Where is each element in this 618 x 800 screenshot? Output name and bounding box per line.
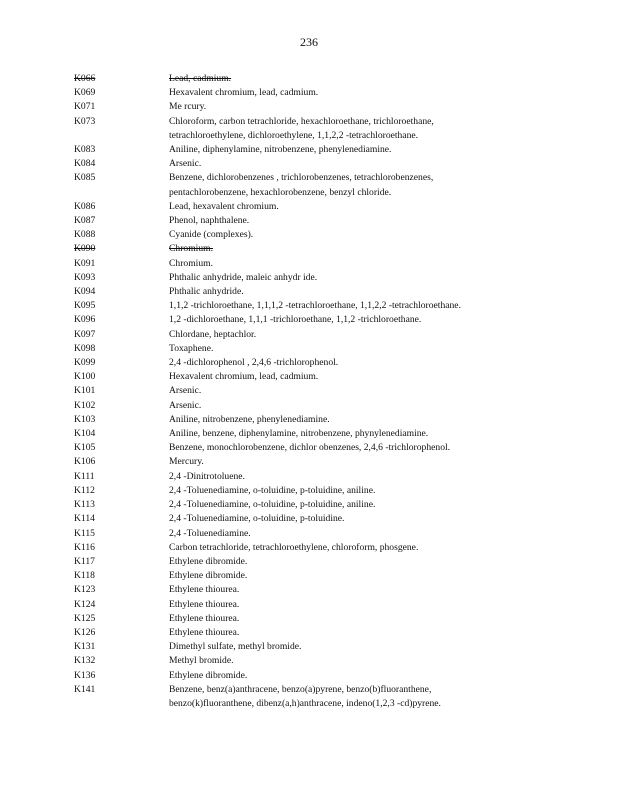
hazardous-constituents: [169, 299, 534, 313]
hazardous-constituents: [169, 612, 534, 626]
waste-code: K105: [74, 442, 96, 454]
hazardous-constituents: [169, 228, 534, 242]
table-row: [74, 470, 534, 484]
constituent-line: Carbon tetrachloride, tetrachloroethylene, chloroform, phosgene.: [169, 541, 419, 553]
table-row: [74, 242, 534, 256]
waste-code: K141: [74, 683, 96, 695]
table-row: [74, 654, 534, 668]
table-row: [74, 72, 534, 86]
hazardous-constituents: [169, 555, 534, 569]
hazardous-constituents: [169, 328, 534, 342]
constituent-line: Chromium.: [169, 257, 213, 269]
waste-code: K091: [74, 257, 96, 269]
table-row: [74, 86, 534, 100]
constituent-line: Hexavalent chromium, lead, cadmium.: [169, 371, 319, 383]
hazardous-constituents: [169, 72, 534, 86]
waste-code: K085: [74, 172, 96, 184]
constituent-line: benzo(k)fluoranthene, dibenz(a,h)anthracene, indeno(1,2,3 -cd)pyrene.: [169, 697, 441, 709]
waste-code: K073: [74, 115, 96, 127]
constituent-line: 2,4 -Toluenediamine, o-toluidine, p-toluidine, aniline.: [169, 484, 376, 496]
constituent-line: Lead, cadmium.: [169, 73, 232, 84]
constituent-line: Benzene, dichlorobenzenes , trichlorobenzenes, tetrachlorobenzenes,: [169, 172, 434, 184]
hazardous-constituents: [169, 214, 534, 228]
table-row: [74, 143, 534, 157]
hazardous-constituents: [169, 384, 534, 398]
table-row: [74, 356, 534, 370]
waste-code: K094: [74, 286, 96, 298]
waste-code: K066: [74, 73, 96, 84]
constituent-line: Ethylene thiourea.: [169, 584, 240, 596]
hazardous-constituents: [169, 640, 534, 654]
hazardous-constituents: [169, 669, 534, 683]
waste-code: K097: [74, 328, 96, 340]
waste-code: K086: [74, 200, 96, 212]
table-row: [74, 313, 534, 327]
table-row: [74, 484, 534, 498]
table-row: [74, 527, 534, 541]
table-row: [74, 328, 534, 342]
constituent-line: Aniline, nitrobenzene, phenylenediamine.: [169, 413, 330, 425]
table-row: [74, 583, 534, 597]
table-row: [74, 384, 534, 398]
table-row: [74, 569, 534, 583]
waste-code: K090: [74, 243, 96, 255]
constituent-line: 2,4 -dichlorophenol , 2,4,6 -trichlorophenol.: [169, 357, 339, 369]
table-row: [74, 498, 534, 512]
constituent-line: Benzene, benz(a)anthracene, benzo(a)pyrene, benzo(b)fluoranthene,: [169, 683, 432, 695]
hazardous-constituents: [169, 342, 534, 356]
hazardous-constituents: [169, 100, 534, 114]
constituent-line: Methyl bromide.: [169, 655, 234, 667]
hazardous-constituents: [169, 242, 534, 256]
waste-code: K112: [74, 484, 95, 496]
hazardous-constituents: [169, 171, 534, 199]
constituent-line: Benzene, monochlorobenzene, dichlor obenzenes, 2,4,6 -trichlorophenol.: [169, 442, 451, 454]
hazardous-constituents: [169, 455, 534, 469]
waste-code: K115: [74, 527, 95, 539]
waste-code: K096: [74, 314, 96, 326]
table-row: [74, 228, 534, 242]
table-row: [74, 541, 534, 555]
hazardous-constituents: [169, 271, 534, 285]
constituent-line: Chlordane, heptachlor.: [169, 328, 257, 340]
constituent-line: Ethylene thiourea.: [169, 626, 240, 638]
waste-code: K100: [74, 371, 96, 383]
table-row: [74, 669, 534, 683]
hazardous-constituents: [169, 356, 534, 370]
constituent-line: Aniline, diphenylamine, nitrobenzene, phenylenediamine.: [169, 144, 392, 156]
table-row: [74, 100, 534, 114]
waste-code: K101: [74, 385, 96, 397]
table-row: [74, 683, 534, 711]
constituent-line: Toxaphene.: [169, 342, 214, 354]
constituent-line: Lead, hexavalent chromium.: [169, 200, 279, 212]
table-row: [74, 115, 534, 143]
waste-code: K111: [74, 470, 95, 482]
constituent-line: Phenol, naphthalene.: [169, 215, 250, 227]
constituent-line: 2,4 -Toluenediamine, o-toluidine, p-toluidine, aniline.: [169, 499, 376, 511]
table-row: [74, 285, 534, 299]
constituent-line: Chloroform, carbon tetrachloride, hexachloroethane, trichloroethane,: [169, 115, 434, 127]
table-row: [74, 612, 534, 626]
table-row: [74, 441, 534, 455]
waste-code: K118: [74, 570, 95, 582]
constituent-line: Ethylene dibromide.: [169, 555, 248, 567]
constituent-line: 2,4 -Dinitrotoluene.: [169, 470, 245, 482]
table-row: [74, 598, 534, 612]
constituent-line: Cyanide (complexes).: [169, 229, 254, 241]
waste-code: K114: [74, 513, 95, 525]
waste-code: K103: [74, 413, 96, 425]
hazardous-constituents: [169, 441, 534, 455]
table-row: [74, 427, 534, 441]
hazardous-constituents: [169, 626, 534, 640]
constituent-line: Aniline, benzene, diphenylamine, nitrobenzene, phynylenediamine.: [169, 428, 429, 440]
constituent-line: Chromium.: [169, 243, 213, 255]
waste-code: K136: [74, 669, 96, 681]
waste-code: K125: [74, 612, 96, 624]
table-row: [74, 399, 534, 413]
hazardous-constituents: [169, 654, 534, 668]
table-row: [74, 342, 534, 356]
waste-code: K113: [74, 499, 95, 511]
hazardous-constituents: [169, 257, 534, 271]
waste-code: K102: [74, 399, 96, 411]
waste-code: K099: [74, 357, 96, 369]
constituent-line: Arsenic.: [169, 399, 202, 411]
waste-code: K095: [74, 300, 96, 312]
table-row: [74, 200, 534, 214]
page-number: 236: [300, 35, 318, 49]
waste-code: K083: [74, 144, 96, 156]
waste-code: K093: [74, 271, 96, 283]
hazardous-constituents: [169, 583, 534, 597]
hazardous-constituents: [169, 285, 534, 299]
hazardous-constituents: [169, 498, 534, 512]
waste-code: K124: [74, 598, 96, 610]
hazardous-constituents: [169, 569, 534, 583]
waste-code: K116: [74, 541, 95, 553]
table-row: [74, 626, 534, 640]
constituent-line: 1,2 -dichloroethane, 1,1,1 -trichloroethane, 1,1,2 -trichloroethane.: [169, 314, 422, 326]
hazardous-constituents: [169, 115, 534, 143]
waste-code: K087: [74, 215, 96, 227]
constituent-line: Phthalic anhydride, maleic anhydr ide.: [169, 271, 318, 283]
constituent-line: Ethylene dibromide.: [169, 669, 248, 681]
table-row: [74, 413, 534, 427]
constituent-line: Arsenic.: [169, 158, 202, 170]
constituent-line: Me rcury.: [169, 101, 207, 113]
hazardous-constituents: [169, 512, 534, 526]
waste-code: K071: [74, 101, 96, 113]
hazardous-constituents: [169, 484, 534, 498]
hazardous-constituents: [169, 683, 534, 711]
table-row: [74, 271, 534, 285]
hazardous-constituents: [169, 157, 534, 171]
hazardous-constituents: [169, 370, 534, 384]
constituent-line: pentachlorobenzene, hexachlorobenzene, benzyl chloride.: [169, 186, 392, 198]
waste-code-table: [74, 72, 534, 711]
hazardous-constituents: [169, 527, 534, 541]
constituent-line: Mercury.: [169, 456, 204, 468]
waste-code: K106: [74, 456, 96, 468]
table-row: [74, 171, 534, 199]
waste-code: K104: [74, 428, 96, 440]
constituent-line: Ethylene thiourea.: [169, 612, 240, 624]
constituent-line: tetrachloroethylene, dichloroethylene, 1,1,2,2 -tetrachloroethane.: [169, 129, 419, 141]
constituent-line: Ethylene dibromide.: [169, 570, 248, 582]
waste-code: K126: [74, 626, 96, 638]
waste-code: K088: [74, 229, 96, 241]
table-row: [74, 299, 534, 313]
waste-code: K069: [74, 87, 96, 99]
constituent-line: 1,1,2 -trichloroethane, 1,1,1,2 -tetrachloroethane, 1,1,2,2 -tetrachloroethane.: [169, 300, 461, 312]
hazardous-constituents: [169, 598, 534, 612]
table-row: [74, 257, 534, 271]
constituent-line: Arsenic.: [169, 385, 202, 397]
waste-code: K084: [74, 158, 96, 170]
constituent-line: Phthalic anhydride.: [169, 286, 244, 298]
waste-code: K131: [74, 641, 96, 653]
table-row: [74, 555, 534, 569]
hazardous-constituents: [169, 86, 534, 100]
constituent-line: Ethylene thiourea.: [169, 598, 240, 610]
table-row: [74, 370, 534, 384]
constituent-line: 2,4 -Toluenediamine.: [169, 527, 251, 539]
waste-code: K117: [74, 555, 95, 567]
hazardous-constituents: [169, 313, 534, 327]
constituent-line: 2,4 -Toluenediamine, o-toluidine, p-toluidine.: [169, 513, 345, 525]
hazardous-constituents: [169, 541, 534, 555]
table-row: [74, 214, 534, 228]
constituent-line: Hexavalent chromium, lead, cadmium.: [169, 87, 319, 99]
constituent-line: Dimethyl sulfate, methyl bromide.: [169, 641, 302, 653]
hazardous-constituents: [169, 413, 534, 427]
waste-code: K132: [74, 655, 96, 667]
table-row: [74, 455, 534, 469]
table-row: [74, 512, 534, 526]
table-row: [74, 640, 534, 654]
hazardous-constituents: [169, 399, 534, 413]
waste-code: K098: [74, 342, 96, 354]
hazardous-constituents: [169, 427, 534, 441]
hazardous-constituents: [169, 200, 534, 214]
waste-code: K123: [74, 584, 96, 596]
hazardous-constituents: [169, 470, 534, 484]
hazardous-constituents: [169, 143, 534, 157]
table-row: [74, 157, 534, 171]
